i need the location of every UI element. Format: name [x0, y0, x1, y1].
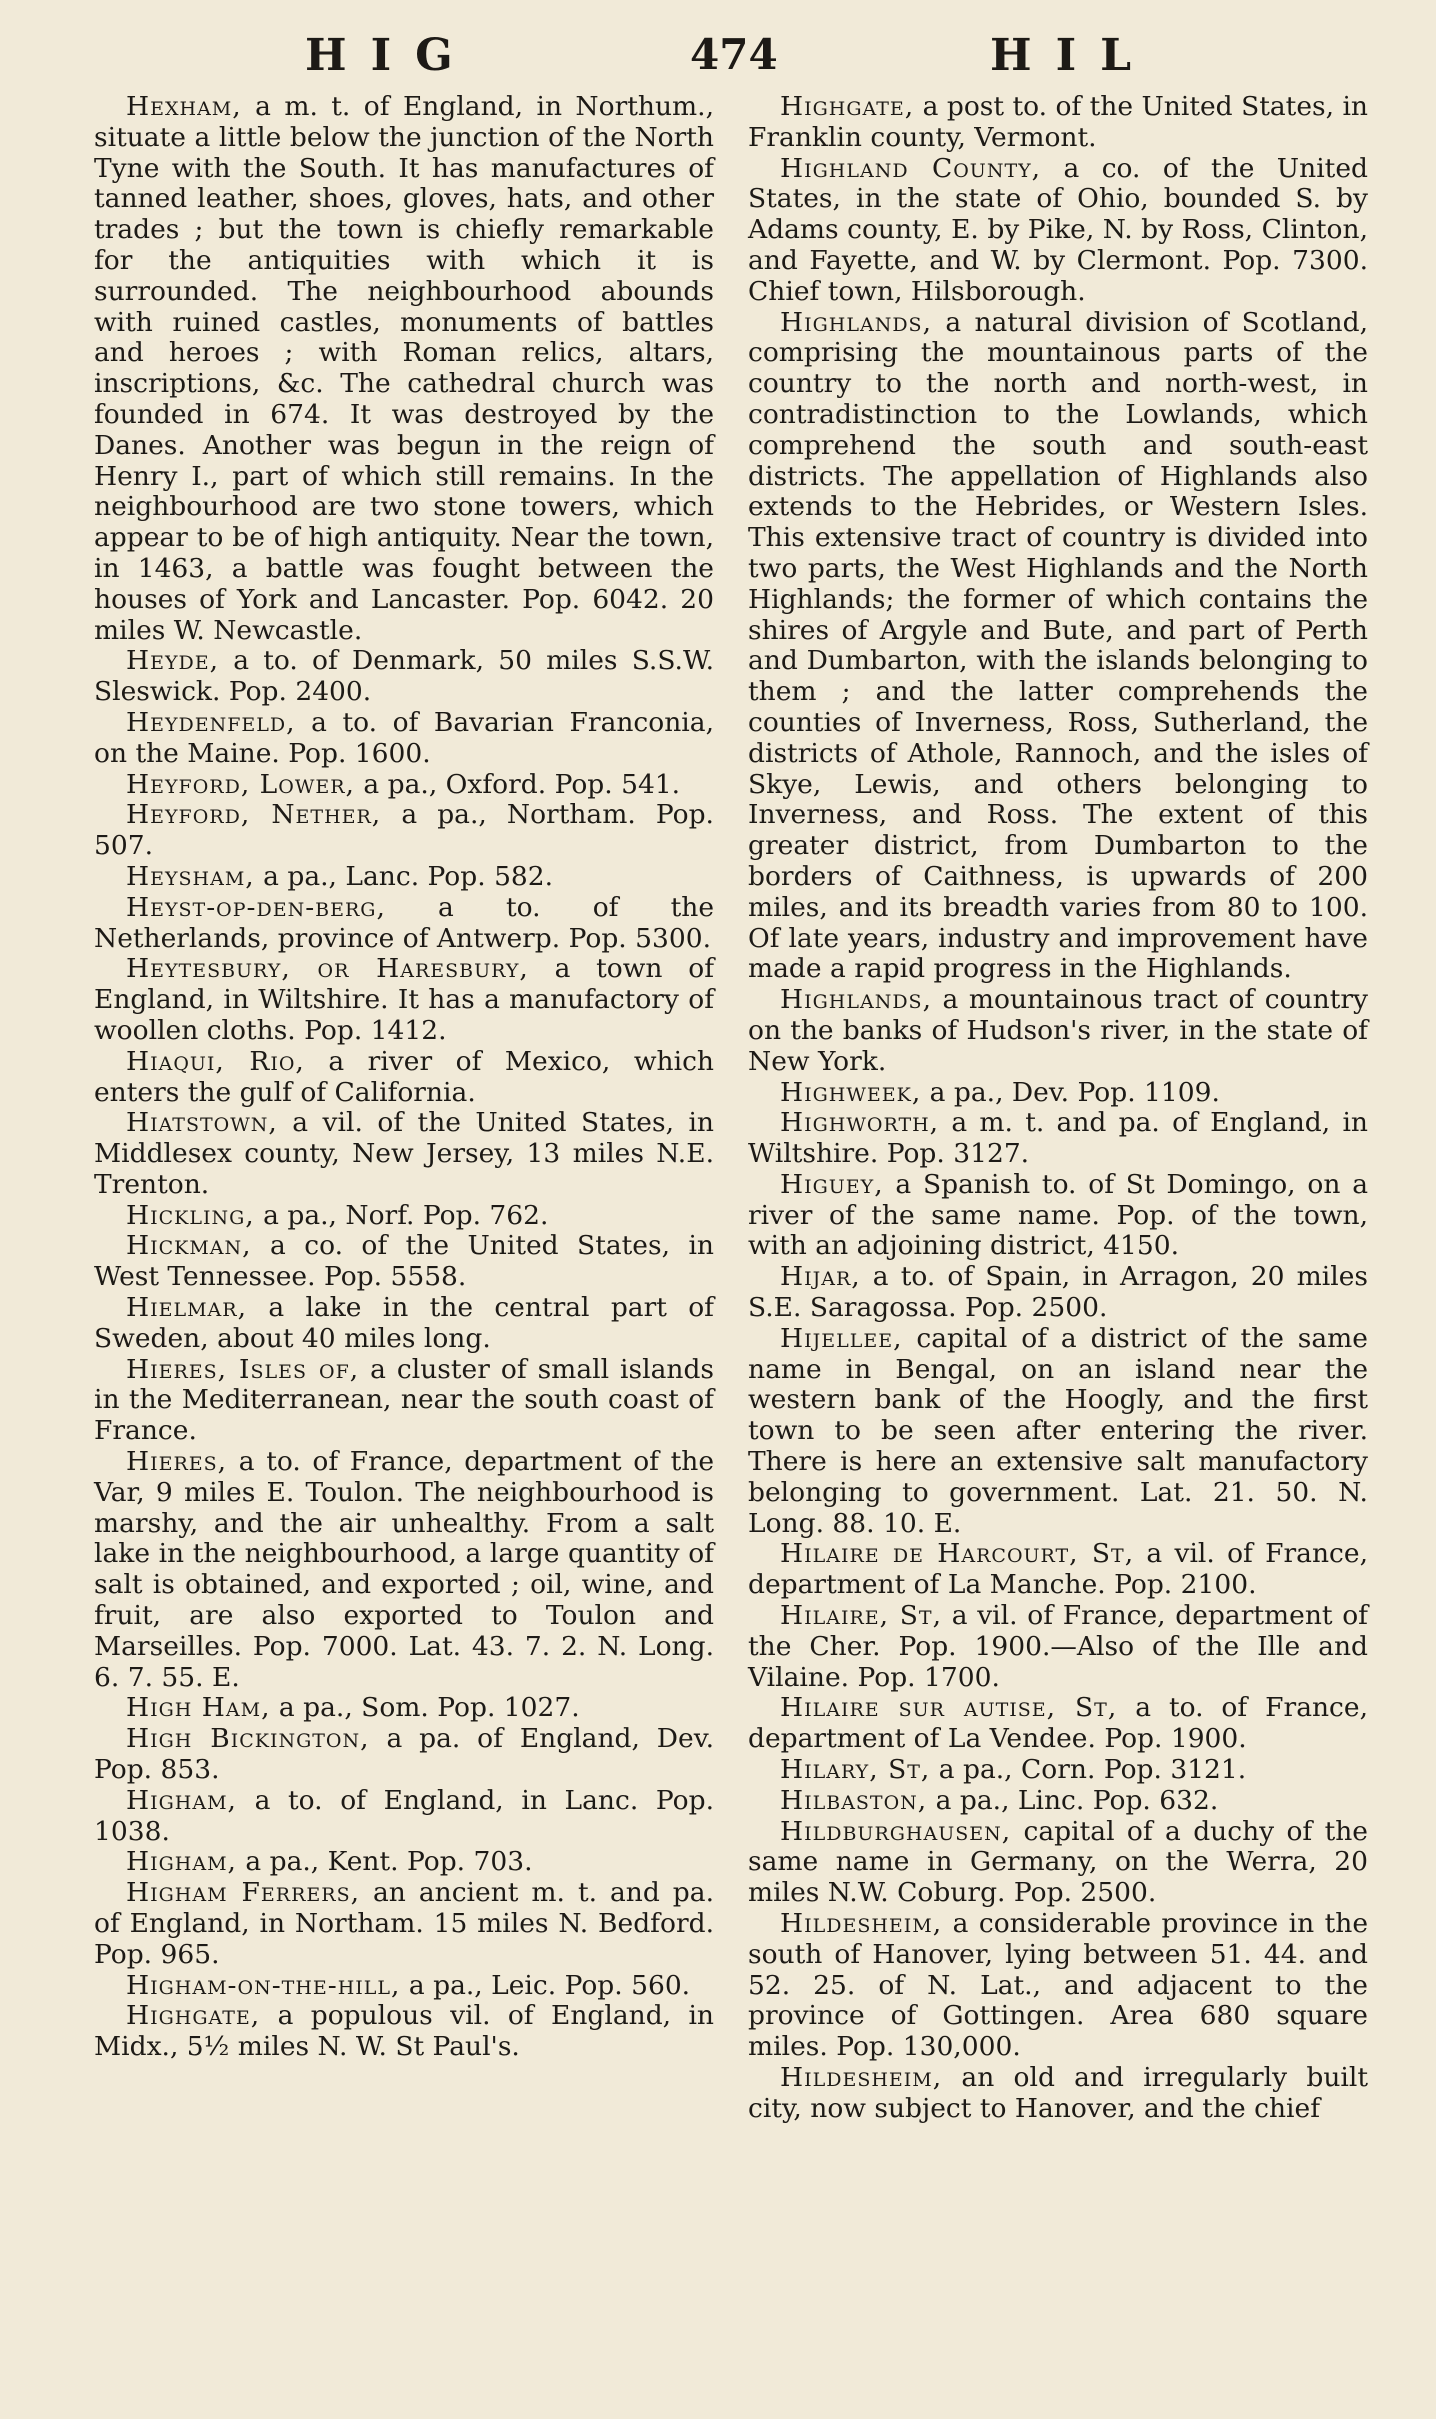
- entry-text: a to. of France, department of the Var, 9 miles E. Toulon. The neighbourhood is marshy, and the air unhealthy. From a salt lake in the neighbourhood, a large quantity of salt is obtained, and exported ; oil, wine, and fruit, are also exported to Toulon and Marseilles. Pop. 7000. Lat. 43. 7. 2. N. Long. 6. 7. 55. E.: [94, 1446, 714, 1693]
- entry-text: a pa. of England, Dev. Pop. 853.: [94, 1723, 714, 1786]
- gazetteer-entry: [94, 92, 714, 646]
- entry-text: a to. of Spain, in Arragon, 20 miles S.E. Saragossa. Pop. 2500.: [748, 1261, 1368, 1324]
- gazetteer-entry: [748, 1693, 1368, 1755]
- gazetteer-entry: [94, 1108, 714, 1200]
- entry-headword: High Bickington,: [126, 1723, 370, 1755]
- entry-headword: Higuey,: [780, 1168, 884, 1200]
- entry-headword: Hickling,: [126, 1199, 255, 1231]
- entry-text: a to. of England, in Lanc. Pop. 1038.: [94, 1784, 714, 1847]
- left-column: [94, 92, 714, 2063]
- entry-text: a to. of France, department of La Vendee. Pop. 1900.: [748, 1692, 1369, 1755]
- gazetteer-entry: [748, 2063, 1368, 2125]
- entry-headword: Hilbaston,: [780, 1784, 928, 1816]
- gazetteer-entry: [748, 1601, 1368, 1693]
- entry-headword: Highland County,: [780, 152, 1042, 184]
- gazetteer-entry: [94, 1447, 714, 1693]
- running-header: [0, 30, 1436, 90]
- entry-text: a pa., Norf. Pop. 762.: [254, 1199, 549, 1231]
- entry-text: a river of Mexico, which enters the gulf of California.: [94, 1045, 714, 1108]
- gazetteer-entry: [94, 1971, 714, 2002]
- entry-headword: Hieres, Isles of,: [126, 1353, 360, 1385]
- gazetteer-entry: [748, 308, 1368, 986]
- entry-text: a pa., Dev. Pop. 1109.: [921, 1076, 1220, 1108]
- entry-text: an old and irregularly built city, now subject to Hanover, and the chief: [748, 2062, 1368, 2124]
- gazetteer-entry: [94, 862, 714, 893]
- entry-headword: Hickman,: [126, 1230, 252, 1262]
- right-column: [748, 92, 1368, 2125]
- entry-text: a populous vil. of England, in Midx., 5½ miles N. W. St Paul's.: [94, 2000, 714, 2063]
- entry-headword: Hilaire, St,: [780, 1600, 943, 1632]
- entry-text: a m. t. of England, in Northum., situate a little below the junction of the North Tyne with the South. It has manufactures of tanned leather, shoes, gloves, hats, and other trades ; but the town is chiefly remarkable for the antiquities with which it is surrounded. The neighbourhood abounds with ruined castles, monuments of battles and heroes ; with Roman relics, altars, inscriptions, &c. The cathedral church was founded in 674. It was destroyed by the Danes. Another was begun in the reign of Henry I., part of which still remains. In the neighbourhood are two stone towers, which appear to be of high antiquity. Near the town, in 1463, a battle was fought between the houses of York and Lancaster. Pop. 6042. 20 miles W. Newcastle.: [94, 91, 714, 646]
- entry-headword: Heydenfeld,: [126, 706, 296, 738]
- entry-text: a mountainous tract of country on the banks of Hudson's river, in the state of New York.: [748, 984, 1368, 1077]
- entry-text: a pa., Lanc. Pop. 582.: [254, 860, 554, 892]
- gazetteer-entry: [94, 646, 714, 708]
- entry-headword: Hiatstown,: [126, 1107, 278, 1139]
- entry-text: a post to. of the United States, in Franklin county, Vermont.: [748, 91, 1368, 153]
- entry-headword: Hilary, St,: [780, 1754, 931, 1786]
- entry-headword: Heyde,: [126, 645, 220, 677]
- entry-text: a co. of the United States, in West Tennessee. Pop. 5558.: [94, 1230, 714, 1293]
- entry-text: a town of England, in Wiltshire. It has a manufactory of woollen cloths. Pop. 1412.: [94, 953, 714, 1046]
- header-left-catchword: HIG: [305, 30, 477, 81]
- entry-text: a vil. of France, department of La Manche. Pop. 2100.: [748, 1538, 1368, 1601]
- entry-headword: Heyst-op-den-berg,: [126, 891, 386, 923]
- entry-text: a to. of the Netherlands, province of Antwerp. Pop. 5300.: [94, 891, 714, 954]
- gazetteer-entry: [94, 2001, 714, 2063]
- gazetteer-entry: [94, 1293, 714, 1355]
- gazetteer-entry: [748, 1817, 1368, 1909]
- entry-text: a pa., Linc. Pop. 632.: [927, 1784, 1219, 1816]
- entry-text: a to. of Bavarian Franconia, on the Maine. Pop. 1600.: [94, 706, 714, 769]
- entry-text: a pa., Corn. Pop. 3121.: [930, 1754, 1247, 1786]
- entry-headword: Heysham,: [126, 860, 255, 892]
- gazetteer-entry: [94, 800, 714, 862]
- entry-headword: Hiaqui, Rio,: [126, 1045, 305, 1077]
- entry-headword: High Ham,: [126, 1692, 271, 1724]
- entry-text: a pa., Leic. Pop. 560.: [400, 1969, 691, 2001]
- gazetteer-entry: [748, 1170, 1368, 1262]
- gazetteer-entry: [748, 1078, 1368, 1109]
- gazetteer-entry: [94, 1847, 714, 1878]
- entry-text: a Spanish to. of St Domingo, on a river of the same name. Pop. of the town, with an adjoining district, 4150.: [748, 1168, 1368, 1262]
- entry-headword: Heyford, Nether,: [126, 799, 382, 831]
- entry-headword: Hildesheim,: [780, 1908, 943, 1940]
- entry-headword: Highlands,: [780, 306, 932, 338]
- entry-headword: Hildesheim,: [780, 2062, 943, 2093]
- entry-headword: Highgate,: [126, 2000, 261, 2032]
- gazetteer-entry: [94, 770, 714, 801]
- entry-headword: Highlands,: [780, 984, 932, 1016]
- entry-headword: Hielmar,: [126, 1292, 248, 1324]
- entry-headword: Hildburghausen,: [780, 1815, 1012, 1847]
- gazetteer-entry: [748, 1108, 1368, 1170]
- entry-headword: Hilaire sur autise, St,: [780, 1692, 1118, 1724]
- entry-text: a lake in the central part of Sweden, about 40 miles long.: [94, 1292, 714, 1354]
- entry-text: capital of a duchy of the same name in Germany, on the Werra, 20 miles N.W. Coburg. Pop. 2500.: [748, 1815, 1368, 1909]
- entry-headword: Hieres,: [126, 1446, 228, 1478]
- gazetteer-entry: [94, 1878, 714, 1970]
- entry-headword: Highweek,: [780, 1076, 922, 1108]
- entry-headword: Heyford, Lower,: [126, 768, 355, 800]
- gazetteer-entry: [748, 1539, 1368, 1601]
- entry-text: a cluster of small islands in the Mediterranean, near the south coast of France.: [94, 1353, 715, 1447]
- entry-headword: Highworth,: [780, 1107, 940, 1139]
- entry-headword: Hilaire de Harcourt, St,: [780, 1538, 1135, 1570]
- entry-headword: Higham,: [126, 1846, 237, 1878]
- entry-text: an ancient m. t. and pa. of England, in Northam. 15 miles N. Bedford. Pop. 965.: [94, 1877, 714, 1970]
- entry-text: a pa., Northam. Pop. 507.: [94, 799, 714, 862]
- header-right-catchword: HIL: [990, 30, 1156, 81]
- gazetteer-entry: [748, 1786, 1368, 1817]
- entry-headword: Hexham,: [126, 91, 242, 122]
- gazetteer-entry: [94, 1047, 714, 1109]
- entry-headword: Hijar,: [780, 1261, 861, 1293]
- gazetteer-entry: [94, 1786, 714, 1848]
- entry-text: a pa., Som. Pop. 1027.: [270, 1692, 580, 1724]
- gazetteer-entry: [748, 1324, 1368, 1540]
- entry-headword: Hijellee,: [780, 1322, 903, 1354]
- gazetteer-entry: [94, 1231, 714, 1293]
- entry-text: a vil. of France, department of the Cher. Pop. 1900.—Also of the Ille and Vilaine. Pop. 1700.: [748, 1600, 1368, 1693]
- entry-headword: Higham-on-the-hill,: [126, 1969, 401, 2001]
- entry-headword: Higham,: [126, 1784, 237, 1816]
- entry-headword: Higham Ferrers,: [126, 1877, 361, 1909]
- gazetteer-entry: [748, 154, 1368, 308]
- page-number: 474: [690, 30, 778, 79]
- entry-text: a natural division of Scotland, comprising the mountainous parts of the country to the north and north-west, in contradistinction to the Lowlands, which comprehend the south and south-east districts. The appellation of Highlands also extends to the Hebrides, or Western Isles. This extensive tract of country is divided into two parts, the West Highlands and the North Highlands; the former of which contains the shires of Argyle and Bute, and part of Perth and Dumbarton, with the islands belonging to them ; and the latter comprehends the counties of Inverness, Ross, Sutherland, the districts of Athole, Rannoch, and the isles of Skye, Lewis, and others belonging to Inverness, and Ross. The extent of this greater district, from Dumbarton to the borders of Caithness, is upwards of 200 miles, and its breadth varies from 80 to 100. Of late years, industry and improvement have made a rapid progress in the Highlands.: [748, 306, 1368, 985]
- entry-text: a co. of the United States, in the state of Ohio, bounded S. by Adams county, E. by Pike, N. by Ross, Clinton, and Fayette, and W. by Clermont. Pop. 7300. Chief town, Hilsborough.: [748, 152, 1368, 307]
- entry-headword: Highgate,: [780, 91, 915, 122]
- gazetteer-entry: [94, 954, 714, 1046]
- entry-text: a considerable province in the south of Hanover, lying between 51. 44. and 52. 25. of N. Lat., and adjacent to the province of Gottingen. Area 680 square miles. Pop. 130,000.: [748, 1908, 1368, 2063]
- gazetteer-entry: [748, 985, 1368, 1077]
- gazetteer-entry: [94, 893, 714, 955]
- entry-text: a pa., Kent. Pop. 703.: [236, 1846, 533, 1878]
- entry-text: a pa., Oxford. Pop. 541.: [354, 768, 681, 800]
- entry-headword: Heytesbury, or Haresbury,: [126, 953, 529, 985]
- gazetteer-entry: [748, 1262, 1368, 1324]
- gazetteer-entry: [94, 708, 714, 770]
- gazetteer-entry: [94, 1355, 714, 1447]
- gazetteer-entry: [94, 1693, 714, 1724]
- entry-text: a vil. of the United States, in Middlesex county, New Jersey, 13 miles N.E. Trenton.: [94, 1107, 714, 1200]
- entry-text: capital of a district of the same name in Bengal, on an island near the western bank of the Hoogly, and the first town to be seen after entering the river. There is here an extensive salt manufactory belonging to government. Lat. 21. 50. N. Long. 88. 10. E.: [748, 1322, 1368, 1539]
- entry-text: a to. of Denmark, 50 miles S.S.W. Sleswick. Pop. 2400.: [94, 645, 714, 708]
- gazetteer-entry: [94, 1201, 714, 1232]
- gazetteer-entry: [94, 1724, 714, 1786]
- gazetteer-entry: [748, 1755, 1368, 1786]
- gazetteer-entry: [748, 92, 1368, 154]
- entry-text: a m. t. and pa. of England, in Wiltshire. Pop. 3127.: [748, 1107, 1368, 1170]
- gazetteer-entry: [748, 1909, 1368, 2063]
